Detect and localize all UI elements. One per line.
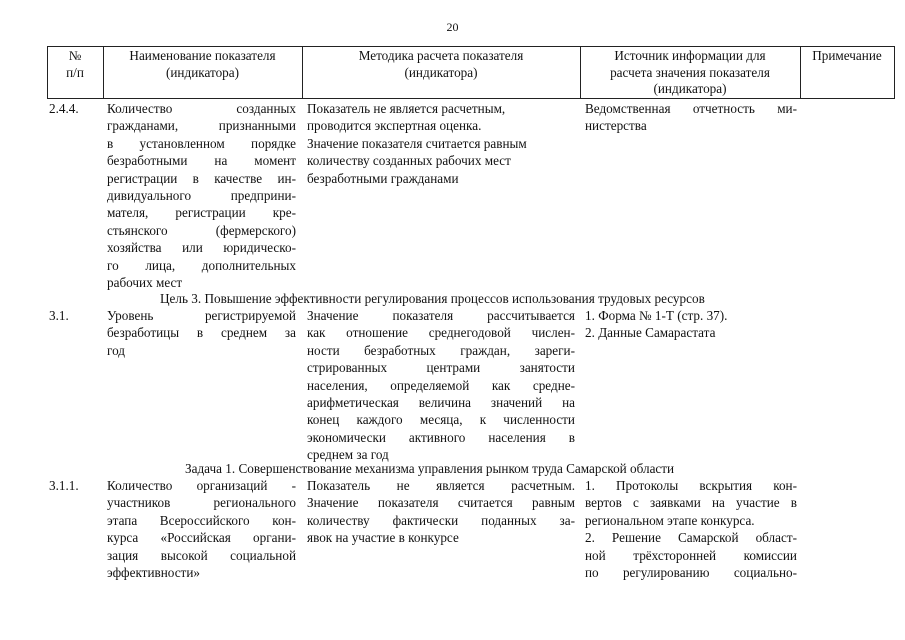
header-num xyxy=(47,47,103,82)
col-divider-5 xyxy=(894,46,895,98)
row-2-4-4-method-line: Показатель не является расчетным, xyxy=(307,101,506,116)
row-3-1-method-line: среднем за год xyxy=(307,447,389,463)
section-task-heading: Задача 1. Совершенствование механизма управления рынком труда Самарской области xyxy=(185,461,675,476)
row-3-1-method-line: Значение показателя рассчитывается xyxy=(307,308,575,323)
row-3-1-name xyxy=(107,307,296,359)
row-2-4-4-name-line: безработными на момент xyxy=(107,153,296,169)
page-number: 20 xyxy=(446,20,459,34)
row-3-1-source-line: 2. Данные Самарастата xyxy=(585,325,716,341)
row-2-4-4-method-line: безработными гражданами xyxy=(307,170,459,186)
row-3-1-method-line: экономически активного населения в xyxy=(307,429,575,445)
header-name-line: Наименование показателя xyxy=(129,48,276,63)
row-3-1-name-line: год xyxy=(107,342,126,358)
header-source-line: (индикатора) xyxy=(653,80,727,96)
row-2-4-4-source-line: нистерства xyxy=(585,118,647,134)
row-3-1-1-name-line: зация высокой социальной xyxy=(107,547,296,563)
row-3-1-num: 3.1. xyxy=(49,308,69,323)
row-3-1-1-source-line: 2. Решение Самарской облаcт- xyxy=(585,530,797,546)
row-3-1-method-line: арифметическая величина значений на xyxy=(307,395,575,411)
row-3-1-1-name-line: этапа Всероссийского кон- xyxy=(107,512,296,528)
header-note-line: Примечание xyxy=(812,48,882,63)
header-note xyxy=(800,47,894,64)
row-2-4-4-method-line: Значение показателя считается равным xyxy=(307,135,527,151)
row-3-1-1-method-line: количеству фактически поданных за- xyxy=(307,512,575,528)
row-2-4-4-name-line: рабочих мест xyxy=(107,275,183,291)
row-2-4-4-name-line: Количество созданных xyxy=(107,101,296,116)
row-3-1-1-name-line: эффективности» xyxy=(107,565,200,581)
row-3-1-1-source-line: 1. Протоколы вскрытия кон- xyxy=(585,478,797,493)
row-2-4-4-source xyxy=(585,100,797,135)
header-method-line: Методика расчета показателя xyxy=(358,48,524,63)
row-3-1-1-method-line: Значение показателя считается равным xyxy=(307,495,575,511)
header-name-line: (индикатора) xyxy=(165,65,239,81)
row-3-1-source-line: 1. Форма № 1-Т (стр. 37). xyxy=(585,308,728,323)
row-3-1-method-line: ности безработных граждан, зареги- xyxy=(307,342,575,358)
row-2-4-4-name-line: гражданами, признанными xyxy=(107,118,296,134)
row-3-1-1-name-line: участников регионального xyxy=(107,495,296,511)
header-source-line: Источник информации для xyxy=(614,48,766,63)
row-2-4-4-name-line: го лица, дополнительных xyxy=(107,257,296,273)
row-2-4-4-name-line: хозяйства или юридическо- xyxy=(107,240,296,256)
header-num-line: № xyxy=(68,48,82,63)
header-method-line: (индикатора) xyxy=(404,65,478,81)
row-3-1-1-num: 3.1.1. xyxy=(49,478,79,493)
row-3-1-source xyxy=(585,307,797,342)
row-3-1-1-source-line: вертов с заявками на участие в xyxy=(585,495,797,511)
row-2-4-4-method xyxy=(307,100,575,187)
row-3-1-1-name xyxy=(107,477,296,581)
row-2-4-4-source-line: Ведомственная отчетность ми- xyxy=(585,101,797,116)
row-3-1-method-line: населения, определяемой как средне- xyxy=(307,377,575,393)
row-3-1-method-line: как отношение среднегодовой числен- xyxy=(307,325,575,341)
row-3-1-1-method-line: Показатель не является расчетным. xyxy=(307,478,575,493)
row-3-1-name-line: Уровень регистрируемой xyxy=(107,308,296,323)
row-3-1-name-line: безработицы в среднем за xyxy=(107,325,296,341)
row-2-4-4-num: 2.4.4. xyxy=(49,101,79,116)
row-3-1-method-line: конец каждого месяца, к численности xyxy=(307,412,575,428)
header-num-line: п/п xyxy=(66,65,84,81)
row-2-4-4-name xyxy=(107,100,296,291)
row-2-4-4-name-line: стьянского (фермерского) xyxy=(107,222,296,238)
row-3-1-method xyxy=(307,307,575,464)
row-2-4-4-name-line: дивидуального предприни- xyxy=(107,188,296,204)
row-3-1-1-source xyxy=(585,477,797,581)
row-2-4-4-name-line: регистрации в качестве ин- xyxy=(107,170,296,186)
row-3-1-1-method xyxy=(307,477,575,547)
row-3-1-1-name-line: курса «Российская органи- xyxy=(107,530,296,546)
row-3-1-method-line: стрированных центрами занятости xyxy=(307,360,575,376)
row-3-1-1-method-line: явок на участие в конкурсе xyxy=(307,530,459,546)
header-source-line: расчета значения показателя xyxy=(610,65,770,81)
row-2-4-4-method-line: количеству созданных рабочих мест xyxy=(307,153,511,169)
row-3-1-1-source-line: по регулированию социально- xyxy=(585,565,797,581)
row-3-1-1-source-line: ной трёхсторонней комиссии xyxy=(585,547,797,563)
row-3-1-1-name-line: Количество организаций - xyxy=(107,478,296,493)
header-method xyxy=(302,47,580,82)
row-3-1-1-source-line: региональном этапе конкурса. xyxy=(585,512,755,528)
section-goal-heading: Цель 3. Повышение эффективности регулирования процессов использования трудовых ресурсов xyxy=(160,291,705,306)
row-2-4-4-name-line: мателя, регистрации кре- xyxy=(107,205,296,221)
row-2-4-4-name-line: в установленном порядке xyxy=(107,135,296,151)
header-name xyxy=(103,47,302,82)
row-2-4-4-method-line: проводится экспертная оценка. xyxy=(307,118,482,134)
header-source xyxy=(580,47,800,96)
table-header-bottom-border xyxy=(47,98,895,99)
